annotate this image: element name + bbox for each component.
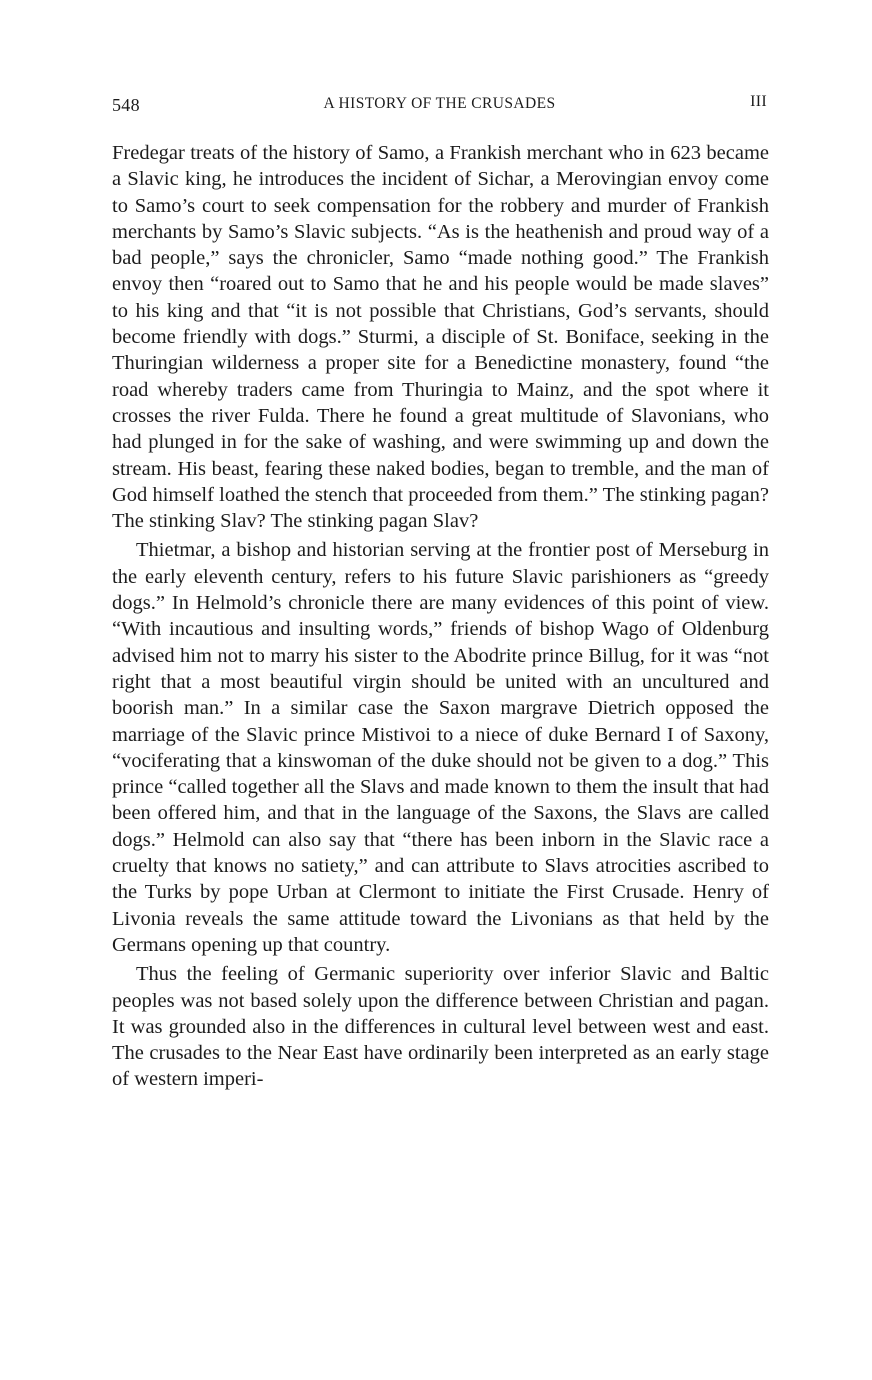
body-text — [112, 140, 769, 1093]
running-head — [112, 93, 767, 117]
page-number: 548 — [112, 95, 140, 115]
running-title: A HISTORY OF THE CRUSADES — [323, 95, 556, 112]
paragraph-fredegar: Fredegar treats of the history of Samo, a Frankish merchant who in 623 became a Slavic king, he introduces the incident of Sichar, a Merovingian envoy come to Samo’s court to seek compensation for the robbery and murder of Frankish merchants by Samo’s Slavic subjects. “As is the heathenish and proud way of a bad people,” says the chronicler, Samo “made nothing good.” The Frankish envoy then “roared out to Samo that he and his people would be made slaves” to his king and that “it is not possible that Christians, God’s servants, should become friendly with dogs.” Sturmi, a disciple of St. Boniface, seeking in the Thuringian wilderness a proper site for a Benedictine monastery, found “the road whereby traders came from Thuringia to Mainz, and the spot where it crosses the river Fulda. There he found a great multitude of Slavonians, who had plunged in for the sake of washing, and were swimming up and down the stream. His beast, fearing these naked bodies, began to tremble, and the man of God himself loathed the stench that proceeded from them.” The stinking pagan? The stinking Slav? The stinking pagan Slav? — [112, 142, 769, 533]
paragraph-thietmar: Thietmar, a bishop and historian serving at the frontier post of Merseburg in the early eleventh century, refers to his future Slavic parishioners as “greedy dogs.” In Helmold’s chronicle there are many evidences of this point of view. “With incautious and insulting words,” friends of bishop Wago of Oldenburg advised him not to marry his sister to the Abodrite prince Billug, for it was “not right that a most beautiful virgin should be united with an uncultured and boorish man.” In a similar case the Saxon margrave Dietrich opposed the marriage of the Slavic prince Mistivoi to a niece of duke Bernard I of Saxony, “vociferating that a kinswoman of the duke should not be given to a dog.” This prince “called together all the Slavs and made known to them the insult that had been offered him, and that in the language of the Saxons, the Slavs are called dogs.” Helmold can also say that “there has been inborn in the Slavic race a cruelty that knows no satiety,” and can attribute to Slavs atrocities ascribed to the Turks by pope Urban at Clermont to initiate the First Crusade. Henry of Livonia reveals the same attitude toward the Livonians as that held by the Germans opening up that country. — [112, 539, 769, 956]
volume-number: III — [750, 93, 767, 110]
paragraph-germanic-superiority: Thus the feeling of Germanic superiority over inferior Slavic and Baltic peoples was not based solely upon the difference between Christian and pagan. It was grounded also in the differences in cultural level between west and east. The crusades to the Near East have ordinarily been interpreted as an early stage of western imperi- — [112, 963, 769, 1091]
